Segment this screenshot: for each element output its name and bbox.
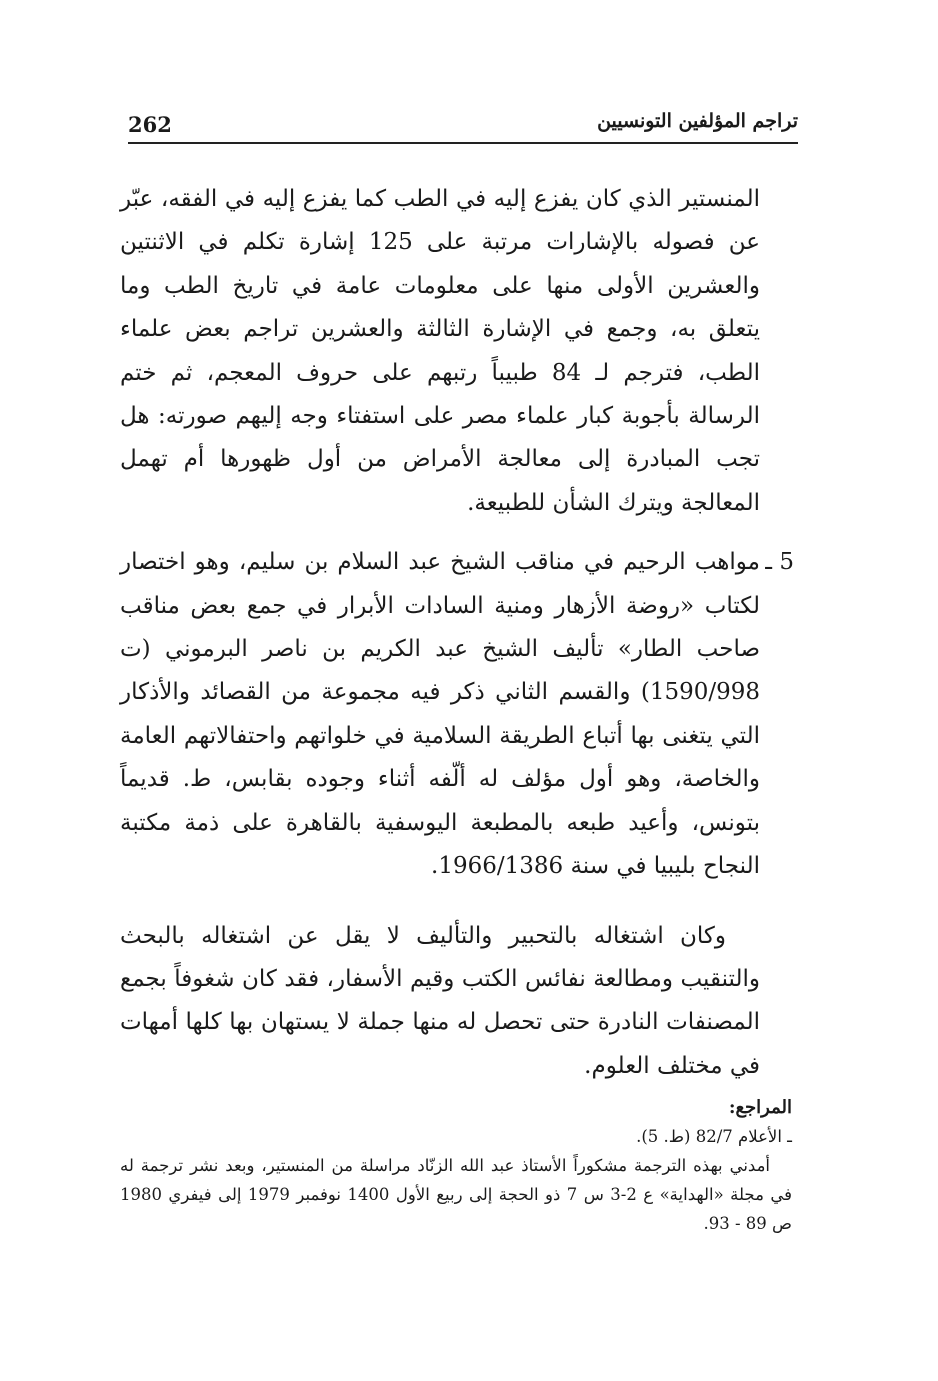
list-item-5 — [120, 541, 794, 888]
reference-entry: ـ الأعلام 82/7 (ط. 5). — [636, 1127, 792, 1146]
running-header-title: تراجم المؤلفين التونسيين — [597, 110, 798, 132]
running-header — [128, 108, 798, 144]
references-heading: المراجع: — [728, 1097, 792, 1118]
references-section — [120, 1093, 792, 1238]
list-item-number: 5 ـ — [765, 549, 794, 576]
page-number: 262 — [128, 112, 172, 137]
body-text — [120, 178, 794, 1088]
list-item-text: مواهب الرحيم في مناقب الشيخ عبد السلام بن سليم، وهو اختصار لكتاب «روضة الأزهار ومنية السادات الأبرار في جمع بعض مناقب صاحب الطار» تأليف الشيخ عبد الكريم بن ناصر البرموني (ت 1590/998) والقسم الثاني ذكر فيه مجموعة من القصائد والأذكار التي يتغنى بها أتباع الطريقة السلامية في خلواتهم واحتفالاتهم العامة والخاصة، وهو أول مؤلف له ألّفه أثناء وجوده بقابس، ط. قديماً بتونس، وأعيد طبعه بالمطبعة اليوسفية بالقاهرة على ذمة مكتبة النجاح بليبيا في سنة 1966/1386. — [120, 549, 760, 880]
reference-note: أمدني بهذه الترجمة مشكوراً الأستاذ عبد الله الزنّاد مراسلة من المنستير، وبعد نشر ترجمة له في مجلة «الهداية» ع 2-3 س 7 ذو الحجة إلى ربيع الأول 1400 نوفمبر 1979 إلى فيفري 1980 ص 89 - 93. — [120, 1156, 792, 1233]
paragraph-1: المنستير الذي كان يفزع إليه في الطب كما يفزع إليه في الفقه، عبّر عن فصوله بالإشارات مرتبة على 125 إشارة تكلم في الاثنتين والعشرين الأولى منها على معلومات عامة في تاريخ الطب وما يتعلق به، وجمع في الإشارة الثالثة والعشرين تراجم بعض علماء الطب، فترجم لـ 84 طبيباً رتبهم على حروف المعجم، ثم ختم الرسالة بأجوبة كبار علماء مصر على استفتاء وجه إليهم صورته: هل تجب المبادرة إلى معالجة الأمراض من أول ظهورها أم تهمل المعالجة ويترك الشأن للطبيعة. — [120, 186, 760, 516]
paragraph-3: وكان اشتغاله بالتحبير والتأليف لا يقل عن اشتغاله بالبحث والتنقيب ومطالعة نفائس الكتب وقيم الأسفار، فقد كان شغوفاً بجمع المصنفات النادرة حتى تحصل له منها جملة لا يستهان بها كلها أمهات في مختلف العلوم. — [120, 922, 760, 1079]
